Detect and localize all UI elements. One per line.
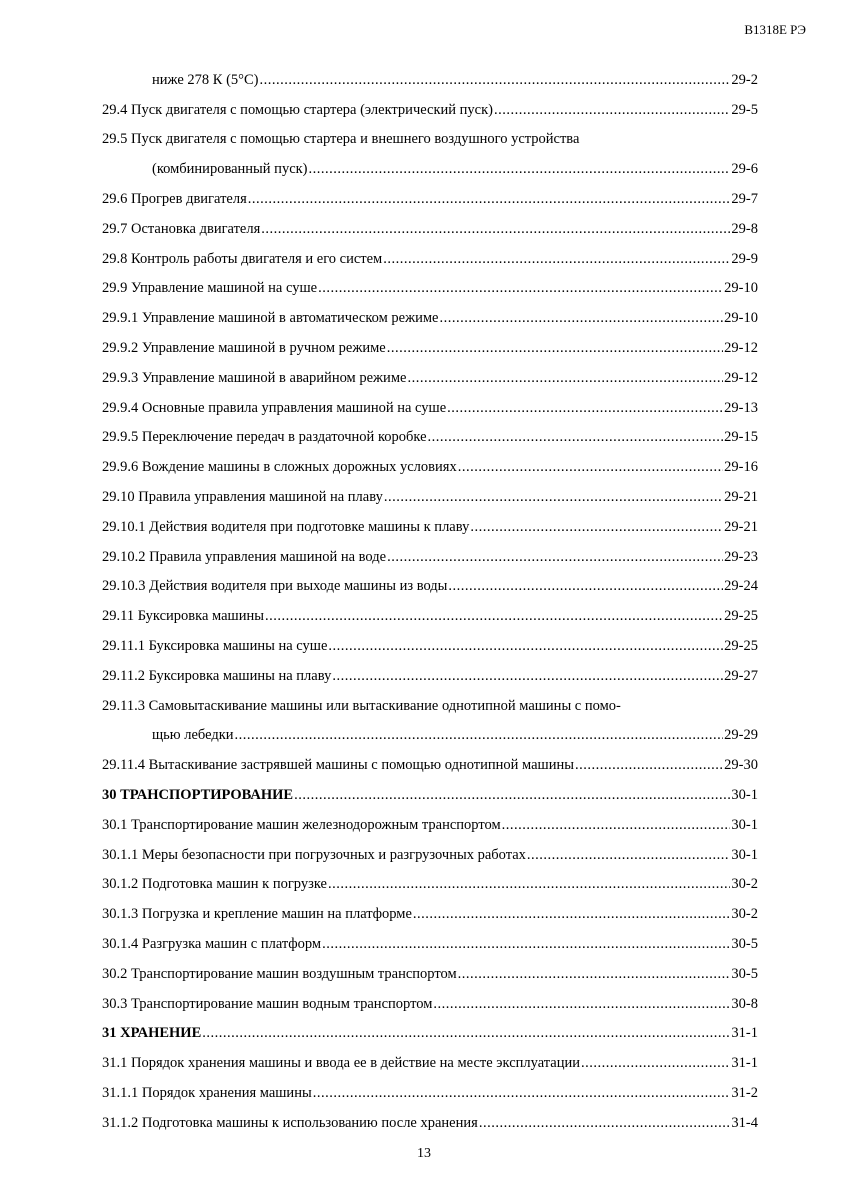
toc-entry-title: 31 ХРАНЕНИЕ (102, 1025, 202, 1042)
toc-entry (102, 804, 758, 834)
toc-entry (102, 59, 758, 89)
toc-dot-leader (248, 190, 731, 208)
toc-entry-title: 29.9.4 Основные правила управления машиной на суше (102, 399, 447, 416)
toc-entry-page: 29-21 (724, 518, 758, 535)
toc-entry-page: 29-2 (731, 71, 758, 88)
table-of-contents (102, 59, 758, 1132)
toc-entry (102, 536, 758, 566)
toc-entry (102, 595, 758, 625)
toc-entry-title: 29.7 Остановка двигателя (102, 220, 261, 237)
toc-entry (102, 1072, 758, 1102)
toc-entry-title: 29.6 Прогрев двигателя (102, 190, 247, 207)
toc-entry-title: 29.11.4 Вытаскивание застрявшей машины с помощью однотипной машины (102, 757, 574, 774)
toc-entry (102, 178, 758, 208)
toc-entry (102, 953, 758, 983)
toc-entry (102, 625, 758, 655)
toc-entry-page: 29-15 (724, 429, 758, 446)
toc-entry-title: 29.9.3 Управление машиной в аварийном режиме (102, 369, 407, 386)
toc-entry-title: щью лебедки (152, 727, 234, 744)
toc-entry-title: 29.11.1 Буксировка машины на суше (102, 637, 328, 654)
toc-entry (102, 685, 758, 715)
toc-entry-title: 31.1.2 Подготовка машины к использованию после хранения (102, 1114, 478, 1131)
toc-dot-leader (387, 548, 723, 566)
toc-dot-leader (458, 458, 723, 476)
toc-entry-title: 29.10 Правила управления машиной на плаву (102, 488, 383, 505)
toc-dot-leader (313, 1084, 731, 1102)
toc-dot-leader (294, 786, 730, 804)
toc-entry-title: 29.11.2 Буксировка машины на плаву (102, 667, 332, 684)
toc-entry-page: 29-5 (731, 101, 758, 118)
toc-entry (102, 923, 758, 953)
toc-entry (102, 566, 758, 596)
toc-entry (102, 893, 758, 923)
toc-entry (102, 148, 758, 178)
toc-entry-title: 29.9.1 Управление машиной в автоматическом режиме (102, 310, 439, 327)
toc-dot-leader (407, 369, 723, 387)
toc-dot-leader (494, 101, 730, 119)
toc-entry-page: 29-25 (724, 608, 758, 625)
toc-entry-title: 30.3 Транспортирование машин водным транспортом (102, 995, 433, 1012)
toc-dot-leader (428, 428, 724, 446)
toc-entry-page: 29-6 (731, 161, 758, 178)
toc-entry (102, 297, 758, 327)
toc-entry-page: 29-12 (724, 369, 758, 386)
toc-entry-title: 30.2 Транспортирование машин воздушным транспортом (102, 965, 457, 982)
toc-dot-leader (479, 1114, 731, 1132)
toc-entry-page: 29-10 (724, 310, 758, 327)
toc-entry-title: 31.1 Порядок хранения машины и ввода ее в действие на месте эксплуатации (102, 1055, 580, 1072)
toc-dot-leader (458, 965, 731, 983)
toc-entry-page: 30-1 (731, 846, 758, 863)
toc-dot-leader (259, 71, 730, 89)
toc-entry-page: 30-2 (731, 906, 758, 923)
toc-entry (102, 655, 758, 685)
toc-entry-page: 30-2 (731, 876, 758, 893)
toc-dot-leader (502, 816, 731, 834)
toc-entry-title: 29.11 Буксировка машины (102, 608, 264, 625)
toc-entry-page: 31-2 (731, 1084, 758, 1101)
toc-entry-page: 29-23 (724, 548, 758, 565)
toc-dot-leader (433, 995, 730, 1013)
toc-entry (102, 983, 758, 1013)
toc-entry-title: 30.1.2 Подготовка машин к погрузке (102, 876, 327, 893)
toc-dot-leader (318, 279, 723, 297)
toc-dot-leader (328, 875, 730, 893)
toc-entry (102, 387, 758, 417)
toc-entry-title: ниже 278 К (5°С) (152, 71, 259, 88)
toc-entry (102, 506, 758, 536)
toc-entry-page: 29-24 (724, 578, 758, 595)
toc-entry-page: 31-1 (731, 1055, 758, 1072)
toc-entry-page: 29-21 (724, 488, 758, 505)
toc-dot-leader (328, 637, 723, 655)
page-number: 13 (417, 1146, 431, 1161)
toc-dot-leader (261, 220, 730, 238)
toc-dot-leader (322, 935, 730, 953)
toc-entry-page: 30-5 (731, 965, 758, 982)
toc-entry (102, 208, 758, 238)
toc-dot-leader (448, 577, 723, 595)
toc-entry-page: 29-8 (731, 220, 758, 237)
toc-dot-leader (413, 905, 730, 923)
toc-entry (102, 327, 758, 357)
toc-entry-title: 29.4 Пуск двигателя с помощью стартера (электрический пуск) (102, 101, 493, 118)
toc-entry-title: 29.10.1 Действия водителя при подготовке машины к плаву (102, 518, 470, 535)
toc-dot-leader (527, 846, 731, 864)
toc-entry (102, 446, 758, 476)
toc-entry-page: 29-12 (724, 339, 758, 356)
toc-entry-title: (комбинированный пуск) (152, 161, 308, 178)
toc-entry-title: 30 ТРАНСПОРТИРОВАНИЕ (102, 786, 294, 803)
toc-dot-leader (447, 399, 723, 417)
toc-entry-page: 29-9 (731, 250, 758, 267)
toc-entry (102, 357, 758, 387)
toc-entry-page: 29-27 (724, 667, 758, 684)
toc-dot-leader (332, 667, 723, 685)
toc-dot-leader (202, 1024, 730, 1042)
toc-entry-title: 31.1.1 Порядок хранения машины (102, 1084, 312, 1101)
toc-entry-title: 29.8 Контроль работы двигателя и его систем (102, 250, 383, 267)
toc-entry (102, 417, 758, 447)
toc-entry (102, 715, 758, 745)
toc-entry-title: 29.11.3 Самовытаскивание машины или вытаскивание однотипной машины с помо- (102, 697, 621, 714)
toc-dot-leader (581, 1054, 730, 1072)
toc-entry-title: 30.1.4 Разгрузка машин с платформ (102, 935, 322, 952)
toc-entry-page: 31-1 (731, 1025, 758, 1042)
toc-entry-title: 30.1 Транспортирование машин железнодорожным транспортом (102, 816, 501, 833)
toc-entry (102, 476, 758, 506)
toc-dot-leader (309, 160, 731, 178)
toc-entry (102, 864, 758, 894)
toc-entry (102, 119, 758, 149)
toc-entry-title: 29.10.2 Правила управления машиной на воде (102, 548, 387, 565)
toc-dot-leader (439, 309, 723, 327)
toc-entry-title: 30.1.3 Погрузка и крепление машин на платформе (102, 906, 412, 923)
toc-entry-page: 29-25 (724, 637, 758, 654)
toc-entry-page: 29-13 (724, 399, 758, 416)
toc-entry-page: 29-29 (724, 727, 758, 744)
toc-entry-page: 30-5 (731, 935, 758, 952)
toc-entry-title: 29.9.5 Переключение передач в раздаточной коробке (102, 429, 427, 446)
document-code: В1318Е РЭ (744, 22, 806, 37)
toc-entry-page: 30-1 (731, 786, 758, 803)
toc-entry (102, 89, 758, 119)
toc-entry-page: 29-16 (724, 459, 758, 476)
toc-entry-page: 29-7 (731, 190, 758, 207)
toc-entry-page: 30-1 (731, 816, 758, 833)
toc-entry-title: 29.5 Пуск двигателя с помощью стартера и внешнего воздушного устройства (102, 131, 580, 148)
toc-dot-leader (383, 250, 730, 268)
toc-entry-page: 29-10 (724, 280, 758, 297)
toc-entry-page: 30-8 (731, 995, 758, 1012)
toc-dot-leader (470, 518, 723, 536)
toc-entry (102, 744, 758, 774)
toc-dot-leader (265, 607, 723, 625)
toc-entry (102, 1013, 758, 1043)
toc-entry (102, 774, 758, 804)
toc-entry-page: 31-4 (731, 1114, 758, 1131)
toc-dot-leader (387, 339, 723, 357)
toc-entry-title: 29.9.2 Управление машиной в ручном режиме (102, 339, 386, 356)
toc-entry-title: 29.10.3 Действия водителя при выходе машины из воды (102, 578, 448, 595)
toc-dot-leader (575, 756, 723, 774)
toc-entry-title: 30.1.1 Меры безопасности при погрузочных и разгрузочных работах (102, 846, 526, 863)
toc-entry (102, 1042, 758, 1072)
toc-entry-title: 29.9.6 Вождение машины в сложных дорожных условиях (102, 459, 457, 476)
toc-dot-leader (384, 488, 723, 506)
toc-dot-leader (235, 726, 724, 744)
toc-entry (102, 268, 758, 298)
toc-entry-page: 29-30 (724, 757, 758, 774)
toc-entry (102, 238, 758, 268)
toc-entry-title: 29.9 Управление машиной на суше (102, 280, 318, 297)
toc-entry (102, 1102, 758, 1132)
toc-entry (102, 834, 758, 864)
